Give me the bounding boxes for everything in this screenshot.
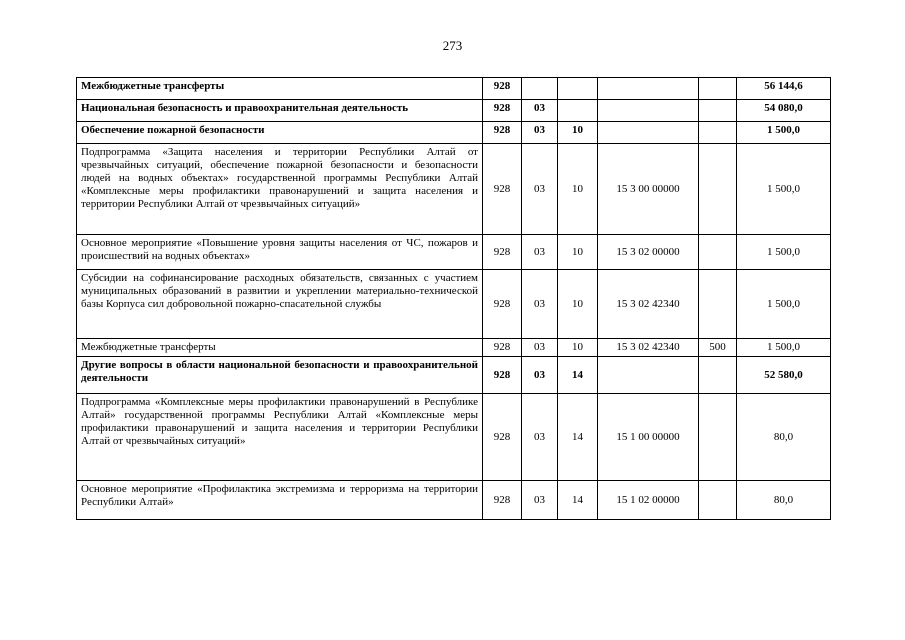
table-row (77, 100, 831, 122)
row-pr: 14 (558, 481, 598, 520)
row-csr (598, 357, 699, 394)
row-rz: 03 (522, 270, 558, 339)
table-row (77, 270, 831, 339)
row-pr: 10 (558, 270, 598, 339)
row-grbs: 928 (483, 357, 522, 394)
table-row (77, 122, 831, 144)
row-sum: 1 500,0 (737, 235, 831, 270)
row-name: Межбюджетные трансферты (77, 339, 483, 357)
row-rz (522, 78, 558, 100)
row-grbs: 928 (483, 481, 522, 520)
row-name: Подпрограмма «Комплексные меры профилактики правонарушений в Республике Алтай» государственной программы Республики Алтай «Комплексные меры профилактики правонарушений и защита населения и территории Республики Алтай от чрезвычайных ситуаций» (77, 394, 483, 481)
row-csr (598, 100, 699, 122)
row-vr (699, 235, 737, 270)
row-vr: 500 (699, 339, 737, 357)
row-vr (699, 78, 737, 100)
row-name: Субсидии на софинансирование расходных обязательств, связанных с участием муниципальных образований в развитии и укреплении материально-технической базы Корпуса сил добровольной пожарно-спасательной службы (77, 270, 483, 339)
row-csr: 15 3 00 00000 (598, 144, 699, 235)
row-name: Основное мероприятие «Повышение уровня защиты населения от ЧС, пожаров и происшествий на водных объектах» (77, 235, 483, 270)
row-vr (699, 357, 737, 394)
row-name: Национальная безопасность и правоохранительная деятельность (77, 100, 483, 122)
row-sum: 1 500,0 (737, 339, 831, 357)
row-name: Основное мероприятие «Профилактика экстремизма и терроризма на территории Республики Алтай» (77, 481, 483, 520)
row-pr: 10 (558, 339, 598, 357)
row-rz: 03 (522, 100, 558, 122)
row-csr: 15 1 02 00000 (598, 481, 699, 520)
row-pr: 10 (558, 144, 598, 235)
row-csr: 15 3 02 42340 (598, 270, 699, 339)
row-rz: 03 (522, 122, 558, 144)
row-pr: 10 (558, 122, 598, 144)
row-grbs: 928 (483, 78, 522, 100)
row-sum: 1 500,0 (737, 122, 831, 144)
row-vr (699, 270, 737, 339)
row-sum: 80,0 (737, 481, 831, 520)
row-rz: 03 (522, 357, 558, 394)
row-grbs: 928 (483, 394, 522, 481)
row-vr (699, 122, 737, 144)
row-vr (699, 394, 737, 481)
row-vr (699, 100, 737, 122)
row-rz: 03 (522, 339, 558, 357)
row-rz: 03 (522, 394, 558, 481)
row-pr: 10 (558, 235, 598, 270)
row-csr (598, 122, 699, 144)
table-row (77, 144, 831, 235)
page-number: 273 (442, 38, 463, 53)
row-sum: 54 080,0 (737, 100, 831, 122)
row-pr (558, 100, 598, 122)
row-vr (699, 481, 737, 520)
row-csr: 15 1 00 00000 (598, 394, 699, 481)
table-row (77, 339, 831, 357)
row-grbs: 928 (483, 270, 522, 339)
row-csr: 15 3 02 00000 (598, 235, 699, 270)
row-csr: 15 3 02 42340 (598, 339, 699, 357)
table-row (77, 481, 831, 520)
row-pr (558, 78, 598, 100)
row-sum: 1 500,0 (737, 144, 831, 235)
row-sum: 56 144,6 (737, 78, 831, 100)
row-pr: 14 (558, 357, 598, 394)
row-grbs: 928 (483, 100, 522, 122)
row-vr (699, 144, 737, 235)
table-row (77, 394, 831, 481)
table-row (77, 235, 831, 270)
table-row (77, 357, 831, 394)
row-rz: 03 (522, 235, 558, 270)
row-grbs: 928 (483, 235, 522, 270)
row-grbs: 928 (483, 144, 522, 235)
row-sum: 80,0 (737, 394, 831, 481)
row-sum: 52 580,0 (737, 357, 831, 394)
row-rz: 03 (522, 481, 558, 520)
row-name: Обеспечение пожарной безопасности (77, 122, 483, 144)
budget-table (76, 77, 831, 520)
row-name: Межбюджетные трансферты (77, 78, 483, 100)
row-csr (598, 78, 699, 100)
row-name: Другие вопросы в области национальной безопасности и правоохранительной деятельности (77, 357, 483, 394)
row-sum: 1 500,0 (737, 270, 831, 339)
row-grbs: 928 (483, 339, 522, 357)
row-pr: 14 (558, 394, 598, 481)
row-name: Подпрограмма «Защита населения и территории Республики Алтай от чрезвычайных ситуаций, обеспечение пожарной безопасности и безопасности людей на водных объектах» государственной программы Республики Алтай «Комплексные меры профилактики правонарушений и защита населения и территории Республики Алтай от чрезвычайных ситуаций» (77, 144, 483, 235)
table-row (77, 78, 831, 100)
row-rz: 03 (522, 144, 558, 235)
row-grbs: 928 (483, 122, 522, 144)
